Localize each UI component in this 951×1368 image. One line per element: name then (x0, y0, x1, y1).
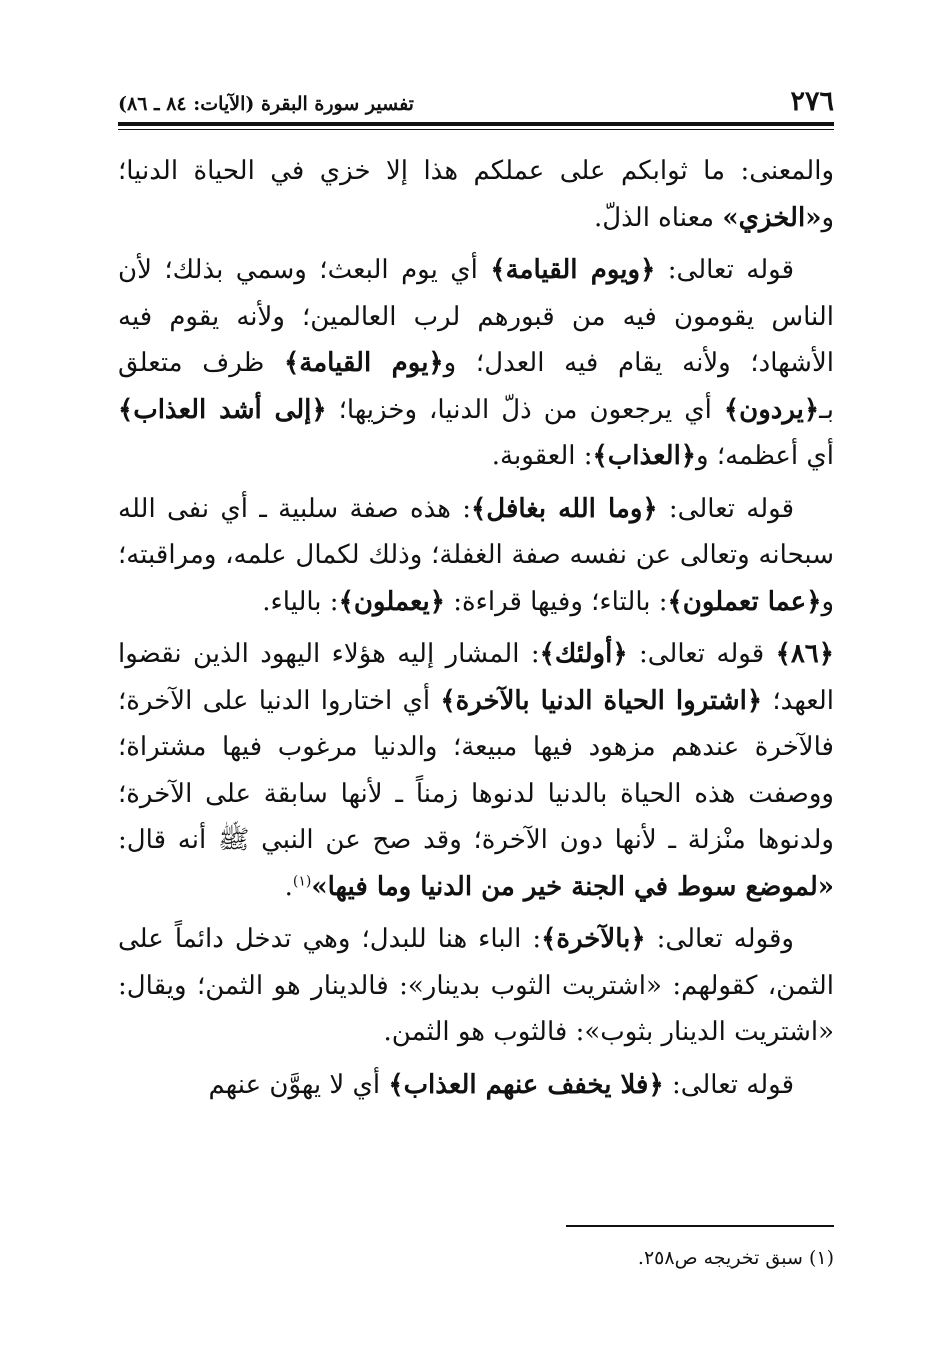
paragraph-6 (118, 1062, 834, 1109)
text-run: قوله تعالى: (657, 493, 794, 524)
running-title: تفسير سورة البقرة (الآيات: ٨٤ ـ ٨٦) (118, 93, 414, 115)
footnote-separator (566, 1225, 834, 1227)
quranic-quote: ﴿إلى أشد العذاب﴾ (118, 394, 327, 425)
quranic-quote: ﴿يردون﴾ (723, 394, 820, 425)
text-run: . (284, 871, 293, 902)
footnote-reference[interactable]: (١) (292, 872, 312, 889)
text-run: أي يوم البعث؛ وسمي بذلك؛ لأن الناس يقومون فيه من قبورهم لرب العالمين؛ ولأنه يقوم فيه الأشهاد؛ ولأنه يقام فيه العدل؛ و (118, 255, 834, 378)
hadith-quote: «لموضع سوط في الجنة خير من الدنيا وما فيها» (311, 871, 834, 902)
text-run: : العقوبة. (491, 441, 593, 471)
text-run: أي اختاروا الدنيا على الآخرة؛ فالآخرة عندهم مزهود فيها مبيعة؛ والدنيا مرغوب فيها مشتراة؛ ووصفت هذه الحياة بالدنيا لدنوها زمناً ـ لأنها سابقة على الآخرة؛ ولدنوها منْزلة ـ لأنها دون الآخرة؛ وقد صح عن النبي ﷺ أنه قال: (118, 685, 834, 855)
quranic-quote: ﴿يعملون﴾ (338, 586, 445, 617)
text-run: أي لا يهوَّن عنهم (208, 1069, 389, 1100)
quranic-quote: ﴿عما تعملون﴾ (667, 586, 822, 617)
quranic-quote: ﴿بالآخرة﴾ (541, 924, 646, 954)
quranic-quote: ﴿وما الله بغافل﴾ (471, 493, 658, 524)
text-run: : بالتاء؛ وفيها قراءة: (445, 586, 668, 617)
quranic-quote: ﴿ويوم القيامة﴾ (490, 255, 656, 285)
paragraph-2 (118, 247, 834, 480)
verse-number: ﴿٨٦﴾ (775, 639, 834, 669)
text-run: أي يرجعون من ذلّ الدنيا، وخزيها؛ (326, 394, 724, 425)
text-run: : المشار إليه هؤلاء اليهود الذين نقضوا العهد؛ (118, 639, 834, 716)
text-run: قوله تعالى: (627, 639, 776, 669)
text-run: قوله تعالى: (663, 1069, 794, 1100)
paragraph-5 (118, 916, 834, 1056)
quranic-quote: ﴿فلا يخفف عنهم العذاب﴾ (388, 1069, 664, 1100)
quranic-quote: ﴿أولئك﴾ (539, 639, 628, 669)
quranic-quote: ﴿العذاب﴾ (592, 441, 697, 471)
footnote: (١) سبق تخريجه ص٢٥٨. (637, 1247, 834, 1269)
paragraph-3 (118, 486, 834, 626)
text-run: : هذه صفة سلبية ـ أي نفى الله سبحانه وتعالى عن نفسه صفة الغفلة؛ وذلك لكمال علمه، ومراقبته؛ و (118, 493, 834, 617)
text-run: والمعنى: ما ثوابكم على عملكم هذا إلا خزي في الحياة الدنيا؛ و (118, 156, 834, 233)
text-run: قوله تعالى: (655, 255, 794, 285)
text-run: : الباء هنا للبدل؛ وهي تدخل دائماً على الثمن، كقولهم: «اشتريت الثوب بدينار»: فالدينار هو الثمن؛ ويقال: «اشتريت الدينار بثوب»: فالثوب هو الثمن. (118, 924, 834, 1047)
text-run: معناه الذلّ. (593, 202, 723, 233)
header-rule-thick (118, 122, 834, 126)
paragraph-1 (118, 148, 834, 241)
text-run: : بالياء. (262, 586, 339, 617)
bold-term: «الخزي» (722, 202, 822, 233)
page (118, 86, 834, 1269)
paragraph-4 (118, 631, 834, 910)
text-run: ظرف متعلق بـ (118, 348, 834, 425)
page-number: ٢٧٦ (790, 86, 834, 117)
text-run: وقوله تعالى: (645, 924, 794, 954)
header-rule-thin (118, 129, 834, 130)
running-header (118, 86, 834, 120)
quranic-quote: ﴿اشتروا الحياة الدنيا بالآخرة﴾ (440, 685, 763, 716)
text-run: أي أعظمه؛ و (696, 441, 834, 471)
body-text (118, 148, 834, 1108)
quranic-quote: ﴿يوم القيامة﴾ (284, 348, 444, 378)
